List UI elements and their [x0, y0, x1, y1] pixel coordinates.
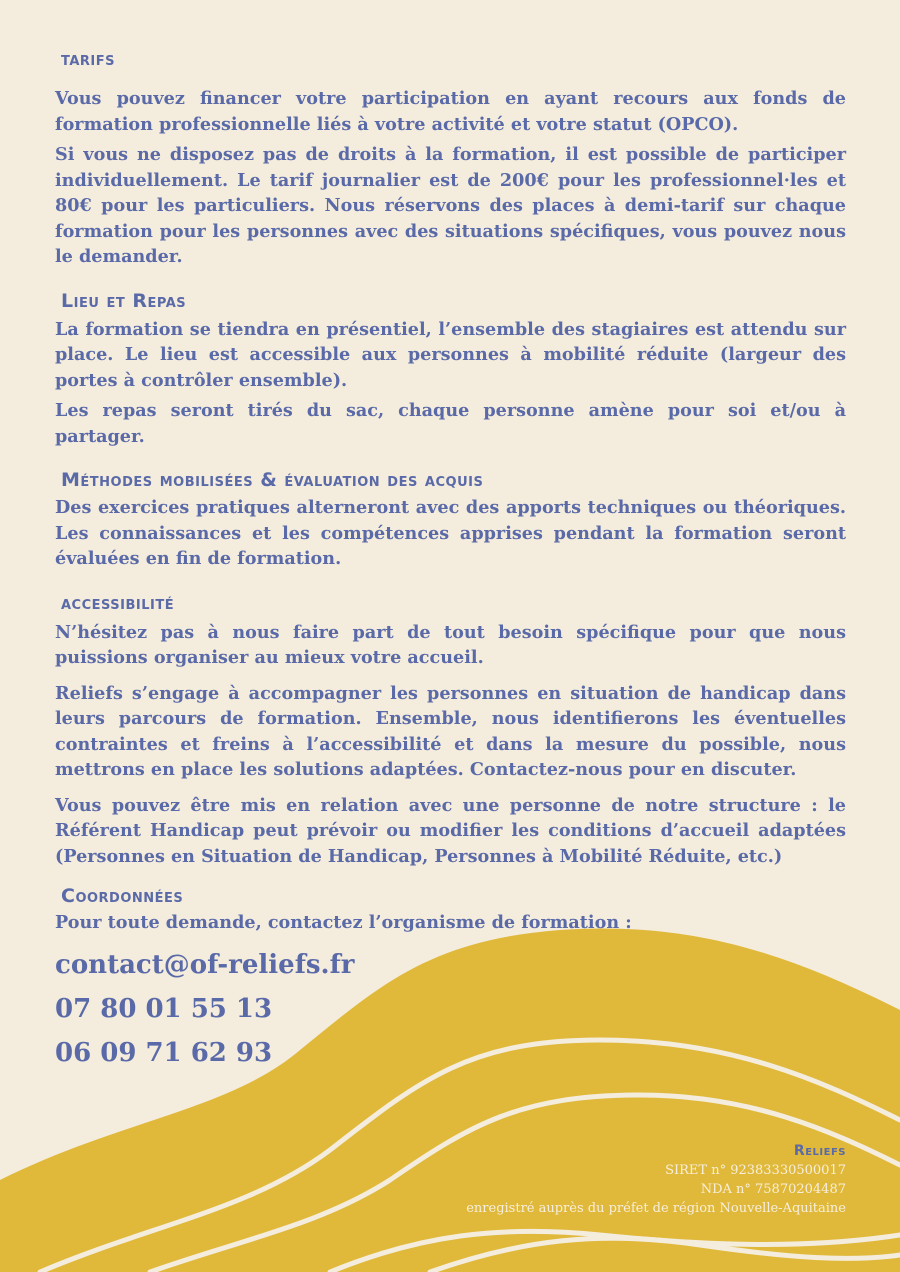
- tarifs-paragraph-1: Vous pouvez financer votre participation en ayant recours aux fonds de formation professionnelle liés à votre activité et votre statut (OPCO).: [55, 88, 846, 135]
- footer-brand: Reliefs: [793, 1143, 846, 1159]
- section-title-coordonnees: Coordonnées: [61, 885, 184, 907]
- section-title-lieu: Lieu et Repas: [61, 289, 187, 312]
- footer-registration: enregistré auprès du préfet de région Nouvelle-Aquitaine: [466, 1201, 846, 1216]
- methodes-paragraph-1: Des exercices pratiques alterneront avec des apports techniques ou théoriques. Les connaissances et les compétences apprises pendant la formation seront évaluées en fin de formation.: [55, 497, 846, 569]
- tarifs-paragraph-2: Si vous ne disposez pas de droits à la formation, il est possible de participer individuellement. Le tarif journalier est de 200€ pour les professionnel·les et 80€ pour les particuliers. Nous réservons des places à demi-tarif sur chaque formation pour les personnes avec des situations spécifiques, vous pouvez nous le demander.: [55, 144, 846, 267]
- footer-siret: SIRET n° 92383330500017: [665, 1163, 846, 1178]
- lieu-paragraph-1: La formation se tiendra en présentiel, l’ensemble des stagiaires est attendu sur place. Le lieu est accessible aux personnes à mobilité réduite (largeur des portes à contrôler ensemble).: [55, 318, 846, 391]
- section-title-tarifs: tarifs: [61, 48, 116, 70]
- accessibilite-paragraph-2: Reliefs s’engage à accompagner les personnes en situation de handicap dans leurs parcours de formation. Ensemble, nous identifierons les éventuelles contraintes et freins à l’accessibilité et dans la mesure du possible, nous mettrons en place les solutions adaptées. Contactez-nous pour en discuter.: [55, 682, 846, 780]
- coordonnees-intro: Pour toute demande, contactez l’organisme de formation :: [55, 912, 632, 933]
- accessibilite-paragraph-3: Vous pouvez être mis en relation avec une personne de notre structure : le Référent Handicap peut prévoir ou modifier les conditions d’accueil adaptées (Personnes en Situation de Handicap, Personnes à Mobilité Réduite, etc.): [55, 794, 846, 867]
- section-title-methodes: Méthodes mobilisées & évaluation des acquis: [61, 469, 484, 491]
- footer-legal: [466, 1142, 846, 1218]
- document-body: [55, 48, 846, 1068]
- contact-email-link[interactable]: contact@of-reliefs.fr: [55, 949, 355, 980]
- contact-phone-2[interactable]: 06 09 71 62 93: [55, 1037, 273, 1068]
- lieu-paragraph-2: Les repas seront tirés du sac, chaque personne amène pour soi et/ou à partager.: [55, 400, 846, 447]
- contact-phone-1[interactable]: 07 80 01 55 13: [55, 993, 273, 1024]
- accessibilite-paragraph-1: N’hésitez pas à nous faire part de tout besoin spécifique pour que nous puissions organiser au mieux votre accueil.: [55, 621, 846, 668]
- section-title-accessibilite: accessibilité: [61, 591, 175, 614]
- footer-nda: NDA n° 75870204487: [700, 1182, 846, 1197]
